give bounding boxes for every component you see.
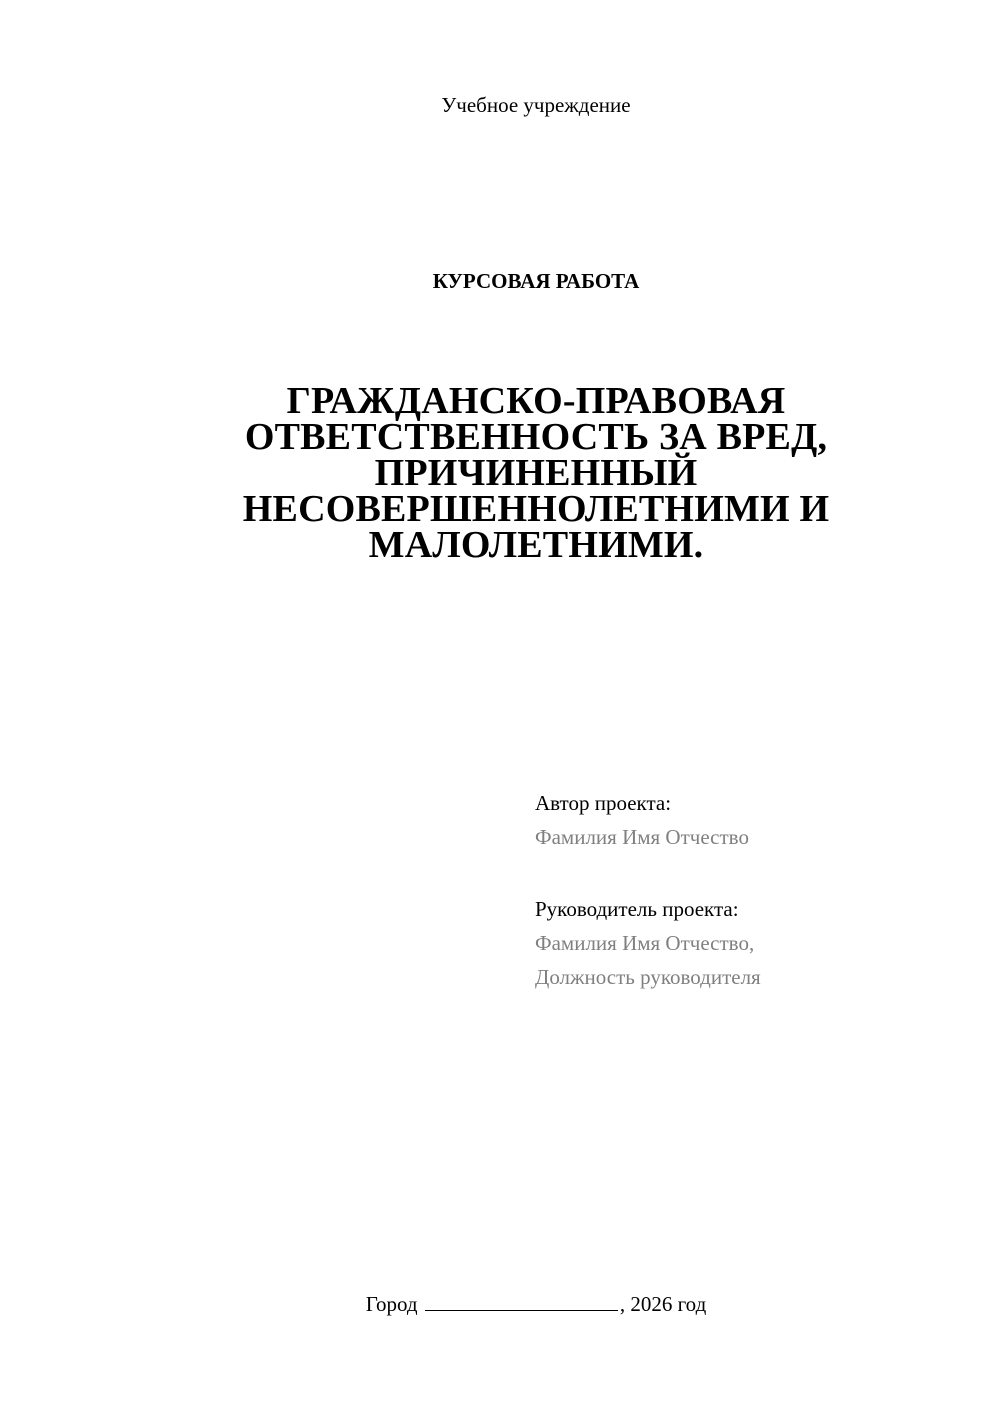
supervisor-name: Фамилия Имя Отчество, bbox=[535, 931, 755, 955]
title-line: ПРИЧИНЕННЫЙ bbox=[374, 452, 698, 494]
supervisor-block bbox=[535, 892, 975, 994]
footer-city-year bbox=[0, 1288, 1000, 1319]
author-label: Автор проекта: bbox=[535, 791, 672, 815]
author-block bbox=[535, 786, 975, 854]
document-type: КУРСОВАЯ РАБОТА bbox=[432, 269, 640, 293]
work-title bbox=[236, 380, 836, 566]
city-label: Город bbox=[365, 1292, 418, 1316]
title-line: ОТВЕТСТВЕННОСТЬ ЗА ВРЕД, bbox=[244, 416, 828, 458]
supervisor-position: Должность руководителя bbox=[535, 965, 761, 989]
title-line: НЕСОВЕРШЕННОЛЕТНИМИ И bbox=[242, 488, 830, 530]
year-label: , 2026 год bbox=[619, 1292, 707, 1316]
title-line: ГРАЖДАНСКО-ПРАВОВАЯ bbox=[286, 380, 786, 422]
author-name: Фамилия Имя Отчество bbox=[535, 825, 749, 849]
title-line: МАЛОЛЕТНИМИ. bbox=[368, 524, 704, 566]
institution-name: Учебное учреждение bbox=[441, 93, 631, 117]
supervisor-label: Руководитель проекта: bbox=[535, 897, 739, 921]
city-blank-line bbox=[425, 1288, 618, 1311]
